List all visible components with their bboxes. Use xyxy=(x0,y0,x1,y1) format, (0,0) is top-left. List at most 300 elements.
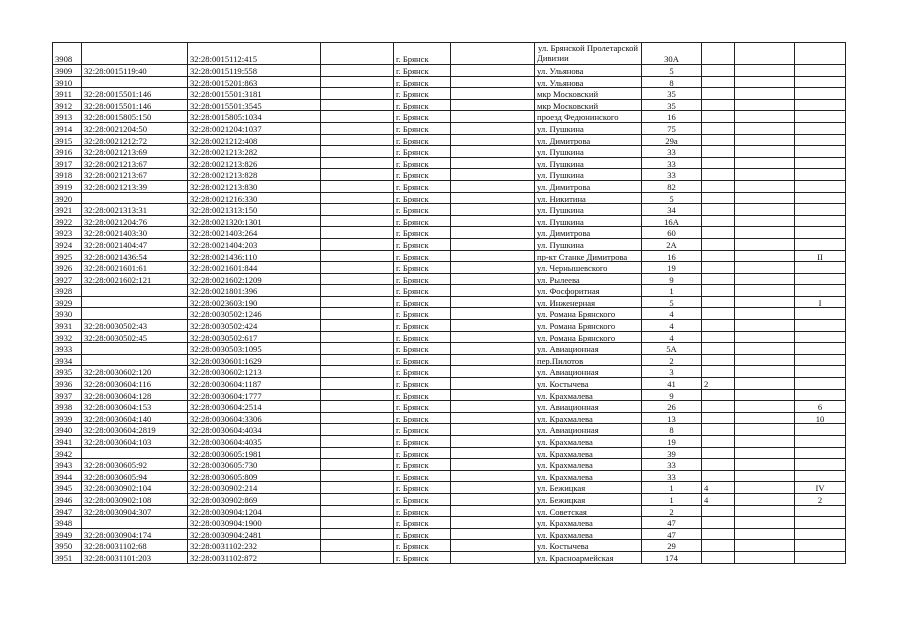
city: г. Брянск xyxy=(394,227,451,239)
table-row xyxy=(53,447,846,459)
table-row xyxy=(53,180,846,192)
table-row xyxy=(53,366,846,378)
building-number xyxy=(702,157,735,169)
blank-column xyxy=(735,99,795,111)
land-cadastral-number xyxy=(82,285,188,297)
city: г. Брянск xyxy=(394,285,451,297)
building-number xyxy=(702,517,735,529)
street: ул. Авиационная xyxy=(535,424,642,436)
blank-column xyxy=(321,99,394,111)
land-cadastral-number: 32:28:0030902:108 xyxy=(82,493,188,505)
building-number xyxy=(702,551,735,563)
house-number: 19 xyxy=(642,436,702,448)
blank-column xyxy=(321,389,394,401)
building-cadastral-number: 32:28:0030604:3306 xyxy=(188,412,321,424)
building-number xyxy=(702,424,735,436)
building-cadastral-number: 32:28:0030601:1629 xyxy=(188,354,321,366)
house-number: 1 xyxy=(642,285,702,297)
row-number: 3926 xyxy=(53,262,82,274)
row-number: 3949 xyxy=(53,528,82,540)
blank-column xyxy=(451,528,535,540)
apartment-number xyxy=(795,238,846,250)
blank-column xyxy=(321,493,394,505)
blank-column xyxy=(735,424,795,436)
building-cadastral-number: 32:28:0030604:1187 xyxy=(188,378,321,390)
blank-column xyxy=(451,43,535,65)
house-number: 2 xyxy=(642,354,702,366)
house-number: 5 xyxy=(642,65,702,77)
house-number: 41 xyxy=(642,378,702,390)
land-cadastral-number: 32:28:0021213:67 xyxy=(82,169,188,181)
table-row xyxy=(53,308,846,320)
blank-column xyxy=(451,424,535,436)
street: ул. Крахмалева xyxy=(535,517,642,529)
street-lines xyxy=(537,44,639,64)
blank-column xyxy=(321,157,394,169)
building-cadastral-number: 32:28:0030902:869 xyxy=(188,493,321,505)
land-cadastral-number: 32:28:0030604:153 xyxy=(82,401,188,413)
street xyxy=(535,43,642,65)
building-number xyxy=(702,180,735,192)
blank-column xyxy=(321,436,394,448)
building-number xyxy=(702,436,735,448)
blank-column xyxy=(735,517,795,529)
apartment-number xyxy=(795,459,846,471)
blank-column xyxy=(321,146,394,158)
blank-column xyxy=(321,331,394,343)
city: г. Брянск xyxy=(394,43,451,65)
city: г. Брянск xyxy=(394,99,451,111)
building-cadastral-number: 32:28:0015501:3545 xyxy=(188,99,321,111)
street: ул. Пушкина xyxy=(535,169,642,181)
apartment-number xyxy=(795,528,846,540)
row-number: 3947 xyxy=(53,505,82,517)
street: ул. Авиационная xyxy=(535,401,642,413)
city: г. Брянск xyxy=(394,540,451,552)
blank-column xyxy=(735,285,795,297)
apartment-number xyxy=(795,517,846,529)
house-number: 4 xyxy=(642,320,702,332)
street: ул. Пушкина xyxy=(535,204,642,216)
building-cadastral-number: 32:28:0031102:232 xyxy=(188,540,321,552)
building-number xyxy=(702,238,735,250)
blank-column xyxy=(451,192,535,204)
house-number: 82 xyxy=(642,180,702,192)
city: г. Брянск xyxy=(394,65,451,77)
street: пер.Пилотов xyxy=(535,354,642,366)
table-row xyxy=(53,43,846,65)
building-cadastral-number: 32:28:0015805:1034 xyxy=(188,111,321,123)
table-row xyxy=(53,401,846,413)
house-number: 2А xyxy=(642,238,702,250)
building-cadastral-number: 32:28:0021320:1301 xyxy=(188,215,321,227)
street: ул. Красноармейская xyxy=(535,551,642,563)
table-row xyxy=(53,493,846,505)
house-number: 33 xyxy=(642,470,702,482)
city: г. Брянск xyxy=(394,505,451,517)
land-cadastral-number: 32:28:0021403:30 xyxy=(82,227,188,239)
apartment-number xyxy=(795,262,846,274)
row-number: 3937 xyxy=(53,389,82,401)
row-number: 3921 xyxy=(53,204,82,216)
house-number: 35 xyxy=(642,99,702,111)
blank-column xyxy=(451,505,535,517)
blank-column xyxy=(735,250,795,262)
blank-column xyxy=(321,459,394,471)
table-row xyxy=(53,146,846,158)
land-cadastral-number xyxy=(82,447,188,459)
land-cadastral-number: 32:28:0021313:31 xyxy=(82,204,188,216)
row-number: 3910 xyxy=(53,76,82,88)
land-cadastral-number xyxy=(82,517,188,529)
blank-column xyxy=(321,505,394,517)
table-row xyxy=(53,505,846,517)
blank-column xyxy=(451,122,535,134)
house-number: 16А xyxy=(642,215,702,227)
table-row xyxy=(53,169,846,181)
city: г. Брянск xyxy=(394,378,451,390)
row-number: 3931 xyxy=(53,320,82,332)
blank-column xyxy=(735,551,795,563)
blank-column xyxy=(735,331,795,343)
land-cadastral-number: 32:28:0030904:174 xyxy=(82,528,188,540)
house-number: 75 xyxy=(642,122,702,134)
blank-column xyxy=(735,354,795,366)
row-number: 3918 xyxy=(53,169,82,181)
apartment-number xyxy=(795,308,846,320)
apartment-number xyxy=(795,285,846,297)
apartment-number xyxy=(795,134,846,146)
city: г. Брянск xyxy=(394,331,451,343)
blank-column xyxy=(321,551,394,563)
city: г. Брянск xyxy=(394,470,451,482)
apartment-number xyxy=(795,99,846,111)
blank-column xyxy=(321,482,394,494)
city: г. Брянск xyxy=(394,146,451,158)
street: ул. Крахмалева xyxy=(535,436,642,448)
street: ул. Крахмалева xyxy=(535,389,642,401)
apartment-number xyxy=(795,273,846,285)
row-number: 3934 xyxy=(53,354,82,366)
blank-column xyxy=(451,436,535,448)
blank-column xyxy=(451,551,535,563)
building-cadastral-number: 32:28:0023603:190 xyxy=(188,296,321,308)
street: ул. Романа Брянского xyxy=(535,308,642,320)
land-cadastral-number xyxy=(82,192,188,204)
row-number: 3933 xyxy=(53,343,82,355)
house-number: 9 xyxy=(642,389,702,401)
blank-column xyxy=(451,470,535,482)
street: пр-кт Станке Димитрова xyxy=(535,250,642,262)
city: г. Брянск xyxy=(394,134,451,146)
building-number xyxy=(702,169,735,181)
apartment-number xyxy=(795,343,846,355)
building-number xyxy=(702,296,735,308)
table-row xyxy=(53,76,846,88)
city: г. Брянск xyxy=(394,551,451,563)
city: г. Брянск xyxy=(394,354,451,366)
blank-column xyxy=(451,169,535,181)
street: ул. Крахмалева xyxy=(535,459,642,471)
table-row xyxy=(53,378,846,390)
blank-column xyxy=(451,296,535,308)
register-table xyxy=(52,42,846,564)
city: г. Брянск xyxy=(394,204,451,216)
table-row xyxy=(53,540,846,552)
blank-column xyxy=(321,412,394,424)
land-cadastral-number: 32:28:0031101:203 xyxy=(82,551,188,563)
building-number xyxy=(702,122,735,134)
building-number xyxy=(702,320,735,332)
street: ул. Чернышевского xyxy=(535,262,642,274)
table-row xyxy=(53,273,846,285)
building-number xyxy=(702,389,735,401)
street: ул. Пушкина xyxy=(535,146,642,158)
building-cadastral-number: 32:28:0021601:844 xyxy=(188,262,321,274)
street: ул. Крахмалева xyxy=(535,447,642,459)
table-row xyxy=(53,528,846,540)
apartment-number: 6 xyxy=(795,401,846,413)
apartment-number xyxy=(795,389,846,401)
land-cadastral-number xyxy=(82,343,188,355)
apartment-number xyxy=(795,331,846,343)
blank-column xyxy=(451,412,535,424)
table-row xyxy=(53,88,846,100)
blank-column xyxy=(451,308,535,320)
row-number: 3950 xyxy=(53,540,82,552)
building-number: 2 xyxy=(702,378,735,390)
apartment-number xyxy=(795,157,846,169)
house-number: 5 xyxy=(642,296,702,308)
city: г. Брянск xyxy=(394,157,451,169)
land-cadastral-number: 32:28:0021404:47 xyxy=(82,238,188,250)
building-number xyxy=(702,331,735,343)
house-number: 13 xyxy=(642,412,702,424)
city: г. Брянск xyxy=(394,412,451,424)
street: ул. Ульянова xyxy=(535,65,642,77)
building-cadastral-number: 32:28:0021801:396 xyxy=(188,285,321,297)
blank-column xyxy=(451,331,535,343)
land-cadastral-number: 32:28:0021602:121 xyxy=(82,273,188,285)
city: г. Брянск xyxy=(394,517,451,529)
blank-column xyxy=(451,157,535,169)
row-number: 3919 xyxy=(53,180,82,192)
blank-column xyxy=(321,308,394,320)
table-row xyxy=(53,412,846,424)
land-cadastral-number: 32:28:0021213:69 xyxy=(82,146,188,158)
street: ул. Костычева xyxy=(535,540,642,552)
row-number: 3909 xyxy=(53,65,82,77)
apartment-number xyxy=(795,436,846,448)
house-number: 16 xyxy=(642,250,702,262)
blank-column xyxy=(321,227,394,239)
blank-column xyxy=(451,354,535,366)
apartment-number xyxy=(795,180,846,192)
street: ул. Пушкина xyxy=(535,157,642,169)
blank-column xyxy=(735,389,795,401)
blank-column xyxy=(735,122,795,134)
building-cadastral-number: 32:28:0030503:1095 xyxy=(188,343,321,355)
blank-column xyxy=(321,238,394,250)
building-number xyxy=(702,459,735,471)
street: ул. Костычева xyxy=(535,378,642,390)
blank-column xyxy=(735,505,795,517)
building-number xyxy=(702,354,735,366)
city: г. Брянск xyxy=(394,401,451,413)
row-number: 3917 xyxy=(53,157,82,169)
blank-column xyxy=(735,540,795,552)
land-cadastral-number: 32:28:0030602:120 xyxy=(82,366,188,378)
building-cadastral-number: 32:28:0021213:830 xyxy=(188,180,321,192)
building-cadastral-number: 32:28:0021213:282 xyxy=(188,146,321,158)
blank-column xyxy=(451,76,535,88)
land-cadastral-number xyxy=(82,76,188,88)
building-cadastral-number: 32:28:0015201:863 xyxy=(188,76,321,88)
building-cadastral-number: 32:28:0030502:617 xyxy=(188,331,321,343)
city: г. Брянск xyxy=(394,262,451,274)
row-number: 3942 xyxy=(53,447,82,459)
building-cadastral-number: 32:28:0030904:1900 xyxy=(188,517,321,529)
land-cadastral-number: 32:28:0030604:103 xyxy=(82,436,188,448)
building-cadastral-number: 32:28:0021602:1209 xyxy=(188,273,321,285)
blank-column xyxy=(321,76,394,88)
building-cadastral-number: 32:28:0030502:1246 xyxy=(188,308,321,320)
building-number xyxy=(702,262,735,274)
land-cadastral-number: 32:28:0030904:307 xyxy=(82,505,188,517)
building-number xyxy=(702,192,735,204)
building-number: 4 xyxy=(702,482,735,494)
blank-column xyxy=(735,215,795,227)
house-number: 2 xyxy=(642,505,702,517)
house-number: 33 xyxy=(642,459,702,471)
house-number: 39 xyxy=(642,447,702,459)
building-number xyxy=(702,99,735,111)
register-body xyxy=(53,43,846,564)
row-number: 3913 xyxy=(53,111,82,123)
blank-column xyxy=(451,111,535,123)
building-cadastral-number: 32:28:0030604:4034 xyxy=(188,424,321,436)
house-number: 1 xyxy=(642,493,702,505)
land-cadastral-number: 32:28:0021436:54 xyxy=(82,250,188,262)
blank-column xyxy=(321,262,394,274)
land-cadastral-number: 32:28:0030604:116 xyxy=(82,378,188,390)
street: ул. Бежицкая xyxy=(535,493,642,505)
apartment-number xyxy=(795,378,846,390)
blank-column xyxy=(735,412,795,424)
blank-column xyxy=(451,482,535,494)
row-number: 3924 xyxy=(53,238,82,250)
building-number xyxy=(702,470,735,482)
building-cadastral-number: 32:28:0030604:2514 xyxy=(188,401,321,413)
city: г. Брянск xyxy=(394,88,451,100)
land-cadastral-number: 32:28:0015501:146 xyxy=(82,88,188,100)
house-number: 29 xyxy=(642,540,702,552)
house-number: 33 xyxy=(642,157,702,169)
building-cadastral-number: 32:28:0021313:150 xyxy=(188,204,321,216)
table-row xyxy=(53,354,846,366)
blank-column xyxy=(321,401,394,413)
apartment-number xyxy=(795,43,846,65)
apartment-number xyxy=(795,122,846,134)
street: ул. Авиационная xyxy=(535,343,642,355)
building-number xyxy=(702,343,735,355)
house-number: 4 xyxy=(642,331,702,343)
building-cadastral-number: 32:28:0030605:809 xyxy=(188,470,321,482)
blank-column xyxy=(735,43,795,65)
street: ул. Инженерная xyxy=(535,296,642,308)
blank-column xyxy=(735,157,795,169)
blank-column xyxy=(451,459,535,471)
land-cadastral-number: 32:28:0030604:140 xyxy=(82,412,188,424)
blank-column xyxy=(451,401,535,413)
city: г. Брянск xyxy=(394,389,451,401)
blank-column xyxy=(451,273,535,285)
house-number: 174 xyxy=(642,551,702,563)
apartment-number xyxy=(795,146,846,158)
blank-column xyxy=(451,238,535,250)
blank-column xyxy=(735,227,795,239)
table-row xyxy=(53,459,846,471)
building-cadastral-number: 32:28:0030604:4035 xyxy=(188,436,321,448)
apartment-number xyxy=(795,88,846,100)
building-number xyxy=(702,65,735,77)
street: ул. Ульянова xyxy=(535,76,642,88)
building-number xyxy=(702,366,735,378)
house-number: 3 xyxy=(642,366,702,378)
blank-column xyxy=(451,215,535,227)
building-cadastral-number: 32:28:0030904:2481 xyxy=(188,528,321,540)
blank-column xyxy=(451,227,535,239)
blank-column xyxy=(735,65,795,77)
blank-column xyxy=(735,482,795,494)
land-cadastral-number: 32:28:0030605:92 xyxy=(82,459,188,471)
apartment-number xyxy=(795,505,846,517)
land-cadastral-number: 32:28:0015501:146 xyxy=(82,99,188,111)
row-number: 3929 xyxy=(53,296,82,308)
street: ул. Рылеева xyxy=(535,273,642,285)
building-number xyxy=(702,88,735,100)
house-number: 47 xyxy=(642,528,702,540)
blank-column xyxy=(735,169,795,181)
building-cadastral-number: 32:28:0030502:424 xyxy=(188,320,321,332)
table-row xyxy=(53,482,846,494)
apartment-number xyxy=(795,76,846,88)
building-number xyxy=(702,273,735,285)
street: мкр Московский xyxy=(535,88,642,100)
blank-column xyxy=(735,273,795,285)
apartment-number xyxy=(795,192,846,204)
land-cadastral-number: 32:28:0015805:150 xyxy=(82,111,188,123)
row-number: 3941 xyxy=(53,436,82,448)
blank-column xyxy=(735,308,795,320)
row-number: 3932 xyxy=(53,331,82,343)
blank-column xyxy=(735,366,795,378)
street: ул. Крахмалева xyxy=(535,528,642,540)
blank-column xyxy=(735,146,795,158)
street: мкр Московский xyxy=(535,99,642,111)
row-number: 3908 xyxy=(53,43,82,65)
row-number: 3945 xyxy=(53,482,82,494)
blank-column xyxy=(321,250,394,262)
blank-column xyxy=(451,65,535,77)
building-number xyxy=(702,76,735,88)
land-cadastral-number: 32:28:0030502:43 xyxy=(82,320,188,332)
street: ул. Крахмалева xyxy=(535,412,642,424)
table-row xyxy=(53,122,846,134)
building-number xyxy=(702,146,735,158)
building-number xyxy=(702,528,735,540)
blank-column xyxy=(321,528,394,540)
